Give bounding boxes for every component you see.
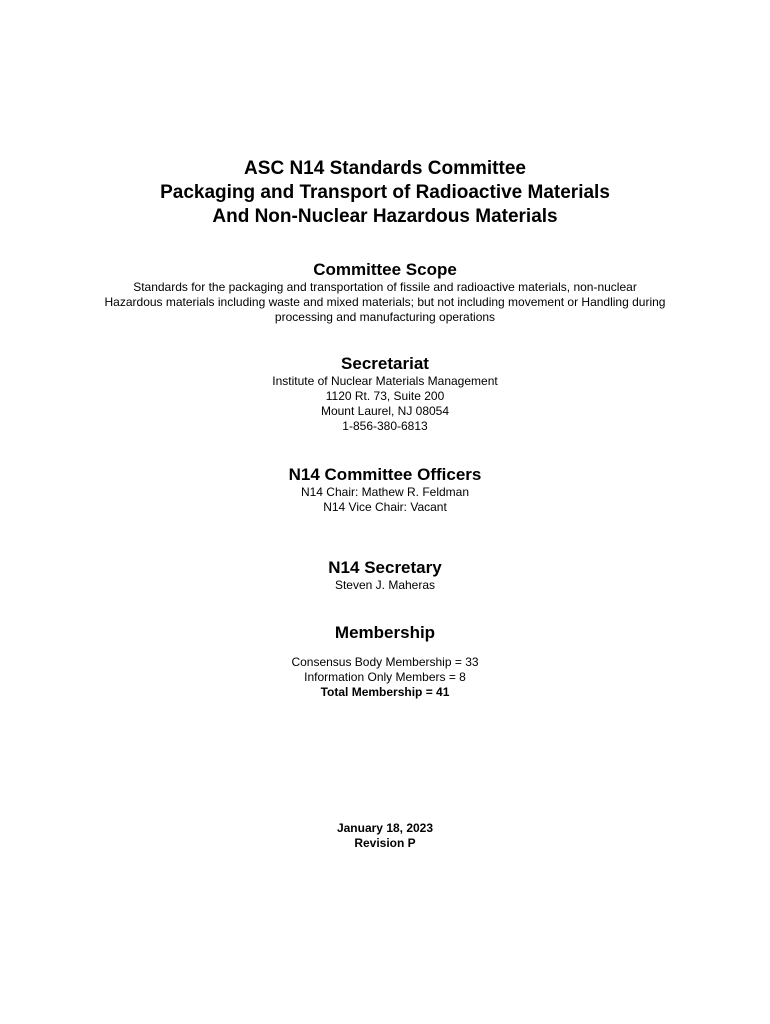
secretary-section bbox=[0, 557, 770, 593]
committee-officers-heading: N14 Committee Officers bbox=[288, 465, 482, 484]
document-footer bbox=[0, 821, 770, 851]
secretariat-phone: 1-856-380-6813 bbox=[342, 419, 428, 433]
officer-chair: N14 Chair: Mathew R. Feldman bbox=[300, 485, 470, 499]
committee-officers-section bbox=[0, 464, 770, 515]
membership-total: Total Membership = 41 bbox=[320, 685, 450, 699]
secretariat-city: Mount Laurel, NJ 08054 bbox=[320, 404, 450, 418]
secretary-heading: N14 Secretary bbox=[328, 558, 442, 577]
scope-text-line-2: Hazardous materials including waste and mixed materials; but not including movement or Handling during bbox=[104, 295, 666, 309]
document-title bbox=[0, 157, 770, 229]
title-line-1: ASC N14 Standards Committee bbox=[244, 158, 526, 179]
secretariat-section bbox=[0, 353, 770, 434]
title-line-2: Packaging and Transport of Radioactive Materials bbox=[160, 182, 610, 203]
membership-info-only: Information Only Members = 8 bbox=[304, 670, 466, 684]
membership-consensus: Consensus Body Membership = 33 bbox=[291, 655, 479, 669]
membership-heading: Membership bbox=[334, 623, 436, 642]
membership-section bbox=[0, 622, 770, 700]
secretariat-organization: Institute of Nuclear Materials Management bbox=[272, 374, 498, 388]
document-revision: Revision P bbox=[354, 836, 416, 850]
committee-scope-heading: Committee Scope bbox=[313, 260, 457, 279]
scope-text-line-1: Standards for the packaging and transportation of fissile and radioactive materials, non-nuclear bbox=[133, 280, 637, 294]
title-line-3: And Non-Nuclear Hazardous Materials bbox=[212, 206, 558, 227]
document-date: January 18, 2023 bbox=[336, 821, 434, 835]
committee-scope-section bbox=[0, 259, 770, 325]
scope-text-line-3: processing and manufacturing operations bbox=[274, 310, 496, 324]
secretary-name: Steven J. Maheras bbox=[334, 578, 436, 592]
secretariat-heading: Secretariat bbox=[341, 354, 429, 373]
officer-vice-chair: N14 Vice Chair: Vacant bbox=[323, 500, 447, 514]
secretariat-street: 1120 Rt. 73, Suite 200 bbox=[325, 389, 445, 403]
